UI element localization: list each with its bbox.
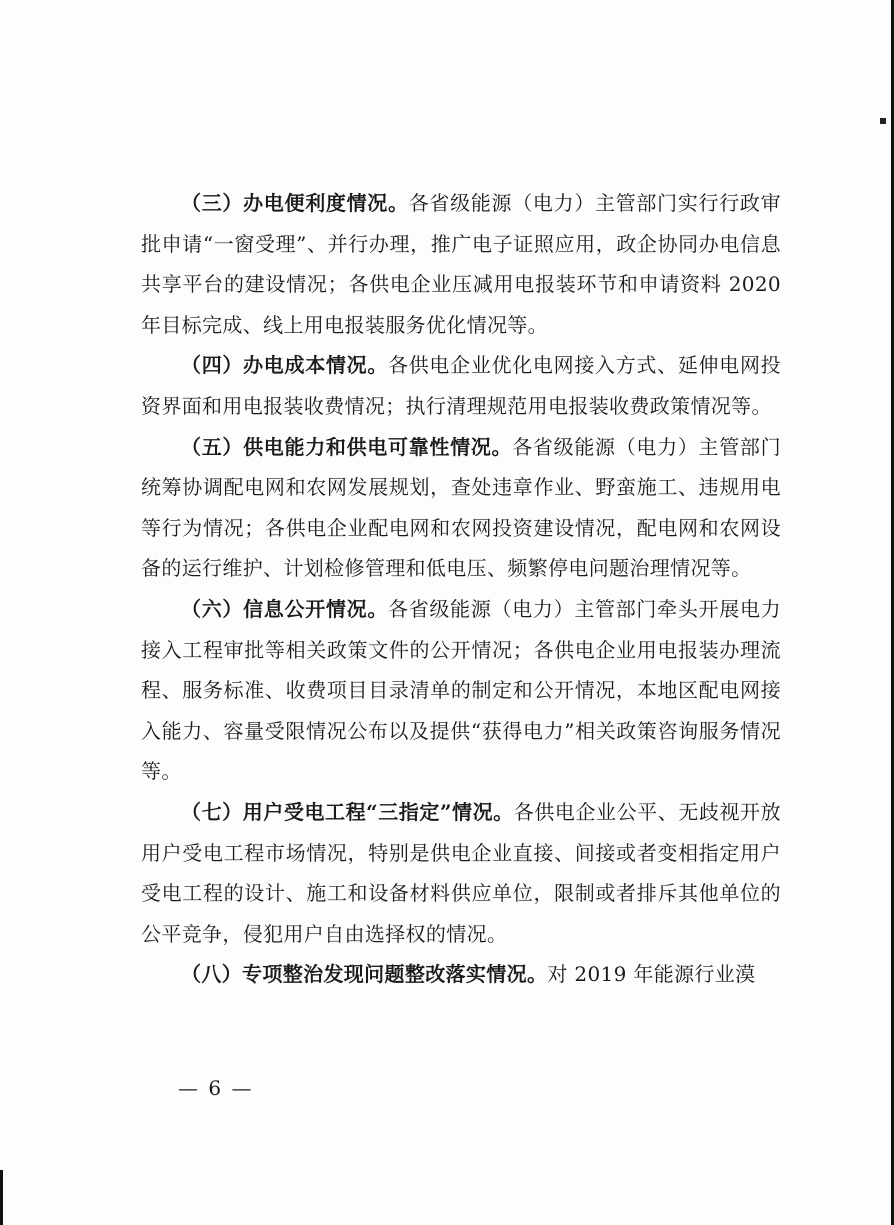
paragraph-reliability [141,427,781,589]
document-body [141,183,781,995]
scan-speck [880,118,886,124]
paragraph-text: 各省级能源（电力）主管部门实行行政审批申请“一窗受理”、并行办理，推广电子证照应用，政企协同办电信息共享平台的建设情况；各供电企业压减用电报装环节和申请资料 2020 年目标完成、线上用电报装服务优化情况等。 [141,191,781,337]
paragraph-cost [141,345,781,426]
paragraph-heading: （六）信息公开情况。 [181,596,389,621]
scan-border-left [0,1170,3,1225]
paragraph-heading: （八）专项整治发现问题整改落实情况。 [181,962,548,987]
paragraph-text: 各省级能源（电力）主管部门牵头开展电力接入工程审批等相关政策文件的公开情况；各供电企业用电报装办理流程、服务标准、收费项目目录清单的制定和公开情况，本地区配电网接入能力、容量受限情况公布以及提供“获得电力”相关政策咨询服务情况等。 [141,596,781,784]
paragraph-text: 对 2019 年能源行业漠 [547,962,756,987]
paragraph-text: 各供电企业公平、无歧视开放用户受电工程市场情况，特别是供电企业直接、间接或者变相指定用户受电工程的设计、施工和设备材料供应单位，限制或者排斥其他单位的公平竞争，侵犯用户自由选择权的情况。 [141,799,781,946]
paragraph-heading: （三）办电便利度情况。 [181,191,409,215]
paragraph-heading: （五）供电能力和供电可靠性情况。 [181,434,513,459]
paragraph-disclosure [141,589,781,792]
paragraph-text: 各供电企业优化电网接入方式、延伸电网投资界面和用电报装收费情况；执行清理规范用电报装收费政策情况等。 [141,353,781,418]
paragraph-text: 各省级能源（电力）主管部门统筹协调配电网和农网发展规划，查处违章作业、野蛮施工、违规用电等行为情况；各供电企业配电网和农网投资建设情况，配电网和农网设备的运行维护、计划检修管理和低电压、频繁停电问题治理情况等。 [141,434,781,581]
paragraph-three-designations [141,792,781,954]
page-number: — 6 — [178,1076,254,1100]
paragraph-heading: （四）办电成本情况。 [181,353,389,378]
paragraph-rectification [141,954,781,995]
paragraph-convenience [141,183,781,345]
paragraph-heading: （七）用户受电工程“三指定”情况。 [181,799,514,824]
